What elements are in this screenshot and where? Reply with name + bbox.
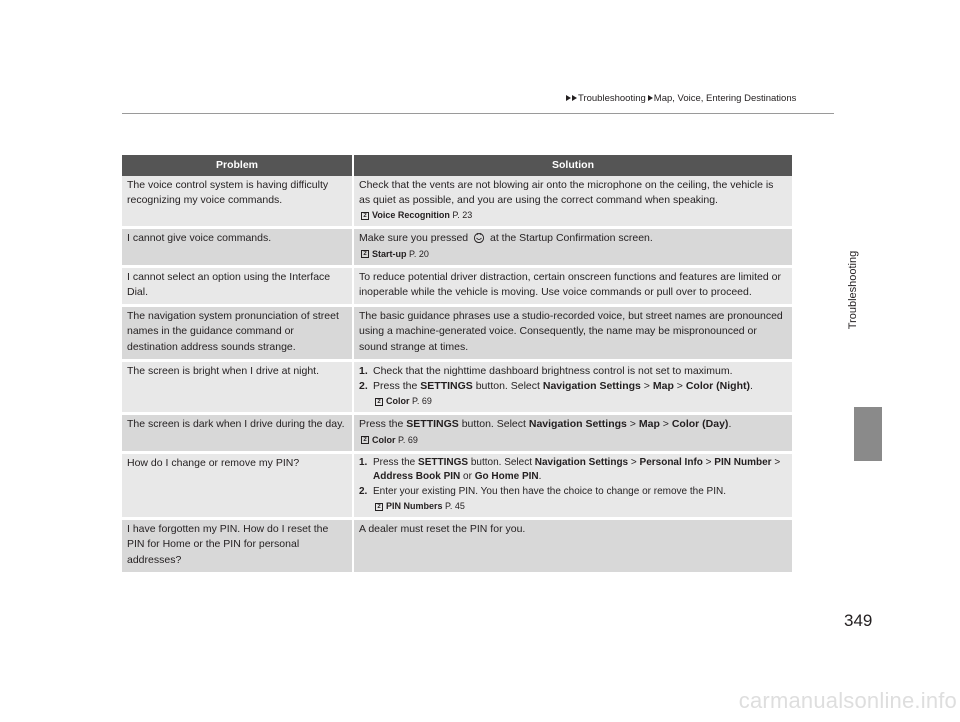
settings-button-label: SETTINGS	[406, 418, 459, 431]
problem-cell: I cannot give voice commands.	[122, 229, 354, 267]
solution-step	[359, 379, 787, 394]
troubleshooting-table	[122, 155, 792, 575]
menu-path-item: PIN Number	[714, 456, 772, 468]
reference-arrow-icon: 2	[361, 212, 369, 220]
reference-title[interactable]: Start-up	[372, 248, 407, 259]
step-text: Press the SETTINGS button. Select Navigation Settings > Map > Color (Night).	[373, 380, 753, 393]
path-separator: >	[630, 456, 637, 468]
solution-cell	[354, 176, 792, 229]
page-reference[interactable]	[359, 434, 787, 447]
breadcrumb-item-section[interactable]: Troubleshooting	[578, 93, 646, 104]
solution-cell: The basic guidance phrases use a studio-recorded voice, but street names are pronounced using a machine-generated voice. Consequently, the name may be mispronounced or sound strange at times.	[354, 307, 792, 362]
problem-cell: The screen is bright when I drive at night.	[122, 362, 354, 415]
problem-cell: How do I change or remove my PIN?	[122, 454, 354, 521]
path-separator: >	[676, 380, 683, 393]
page-reference[interactable]	[359, 248, 787, 261]
menu-path-item: Go Home PIN	[474, 471, 539, 483]
problem-cell: The navigation system pronunciation of street names in the guidance command or destination address sounds strange.	[122, 307, 354, 362]
step-text-part: Press the	[359, 418, 404, 431]
problem-cell: I cannot select an option using the Interface Dial.	[122, 268, 354, 307]
reference-page: P. 45	[445, 501, 465, 512]
solution-text: Check that the vents are not blowing air onto the microphone on the ceiling, the vehicle is as quiet as possible, and you are using the correct command when speaking.	[359, 179, 774, 207]
menu-path-item: Address Book PIN	[373, 471, 461, 483]
step-number: 1.	[359, 456, 368, 468]
side-section-label	[840, 230, 865, 350]
reference-page: P. 69	[398, 434, 418, 445]
reference-arrow-icon: 2	[361, 436, 369, 444]
solution-step	[359, 364, 787, 379]
path-separator: >	[643, 380, 650, 393]
solution-text-part: Make sure you pressed	[359, 232, 469, 245]
menu-path-item: Color (Night)	[685, 380, 750, 393]
table-row	[122, 229, 792, 267]
breadcrumb-arrow-icon	[648, 95, 653, 101]
menu-path-item: Color (Day)	[671, 418, 729, 431]
page-reference[interactable]	[359, 500, 787, 513]
talk-button-icon	[473, 231, 485, 243]
menu-path-item: Navigation Settings	[534, 456, 629, 468]
step-text-part: button. Select	[470, 456, 532, 468]
menu-path-item: Map	[638, 418, 660, 431]
menu-path-item: Personal Info	[639, 456, 703, 468]
step-text-part: or	[463, 471, 472, 483]
problem-column-header: Problem	[122, 155, 354, 176]
breadcrumb-arrow-icon	[566, 95, 571, 101]
reference-title[interactable]: Color	[386, 396, 410, 407]
breadcrumb	[566, 93, 796, 104]
settings-button-label: SETTINGS	[420, 380, 473, 393]
step-text-part: button. Select	[461, 418, 526, 431]
step-number: 2.	[359, 485, 368, 497]
path-separator: >	[774, 456, 781, 468]
breadcrumb-item-topic[interactable]: Map, Voice, Entering Destinations	[653, 93, 797, 104]
table-row	[122, 268, 792, 307]
solution-cell	[354, 362, 792, 415]
page-number: 349	[844, 611, 873, 630]
step-text: Enter your existing PIN. You then have the choice to change or remove the PIN.	[373, 485, 726, 497]
watermark: carmanualsonline.info	[738, 688, 957, 713]
path-separator: >	[629, 418, 636, 431]
section-tab-marker	[854, 407, 882, 461]
solution-text-part: at the Startup Confirmation screen.	[489, 232, 653, 245]
breadcrumb-arrow-icon	[572, 95, 577, 101]
settings-button-label: SETTINGS	[418, 456, 469, 468]
page-reference[interactable]	[359, 395, 787, 408]
solution-text: Press the SETTINGS button. Select Navigation Settings > Map > Color (Day).	[359, 418, 732, 431]
step-text-part: Press the	[373, 456, 416, 468]
solution-step	[359, 485, 787, 500]
table-row	[122, 176, 792, 229]
page-reference[interactable]	[359, 209, 787, 222]
problem-cell: I have forgotten my PIN. How do I reset the PIN for Home or the PIN for personal addresses?	[122, 520, 354, 575]
solution-cell	[354, 415, 792, 453]
side-section-label-text: Troubleshooting	[846, 250, 859, 330]
path-separator: >	[662, 418, 669, 431]
step-text: Check that the nighttime dashboard brightness control is not set to maximum.	[373, 364, 733, 377]
solution-cell: To reduce potential driver distraction, certain onscreen functions and features are limited or inoperable while the vehicle is moving. Use voice commands or pull over to proceed.	[354, 268, 792, 307]
step-number: 2.	[359, 380, 368, 393]
table-row	[122, 520, 792, 575]
reference-page: P. 20	[409, 248, 429, 259]
reference-arrow-icon: 2	[375, 398, 383, 406]
reference-arrow-icon: 2	[361, 250, 369, 258]
step-text-part: button. Select	[475, 380, 540, 393]
reference-title[interactable]: Voice Recognition	[372, 210, 450, 221]
menu-path-item: Navigation Settings	[542, 380, 641, 393]
menu-path-item: Navigation Settings	[528, 418, 627, 431]
reference-page: P. 23	[452, 210, 473, 221]
step-text: Press the SETTINGS button. Select Navigation Settings > Personal Info > PIN Number > Address Book PIN or Go Home PIN.	[373, 456, 781, 483]
reference-title[interactable]: PIN Numbers	[386, 501, 443, 512]
table-row	[122, 307, 792, 362]
step-text-part: Press the	[373, 380, 418, 393]
solution-text	[359, 231, 787, 246]
reference-page: P. 69	[412, 396, 432, 407]
step-number: 1.	[359, 364, 368, 377]
solution-step	[359, 456, 787, 485]
table-row	[122, 362, 792, 415]
solution-cell	[354, 229, 792, 267]
table-row	[122, 415, 792, 453]
reference-arrow-icon: 2	[375, 503, 383, 511]
header-divider	[122, 113, 834, 114]
reference-title[interactable]: Color	[372, 434, 396, 445]
menu-path-item: Map	[652, 380, 674, 393]
table-row	[122, 454, 792, 521]
problem-cell: The voice control system is having difficulty recognizing my voice commands.	[122, 176, 354, 229]
solution-cell	[354, 454, 792, 521]
path-separator: >	[705, 456, 712, 468]
solution-cell: A dealer must reset the PIN for you.	[354, 520, 792, 575]
problem-cell: The screen is dark when I drive during the day.	[122, 415, 354, 453]
table-header-row	[122, 155, 792, 176]
solution-column-header: Solution	[354, 155, 792, 176]
